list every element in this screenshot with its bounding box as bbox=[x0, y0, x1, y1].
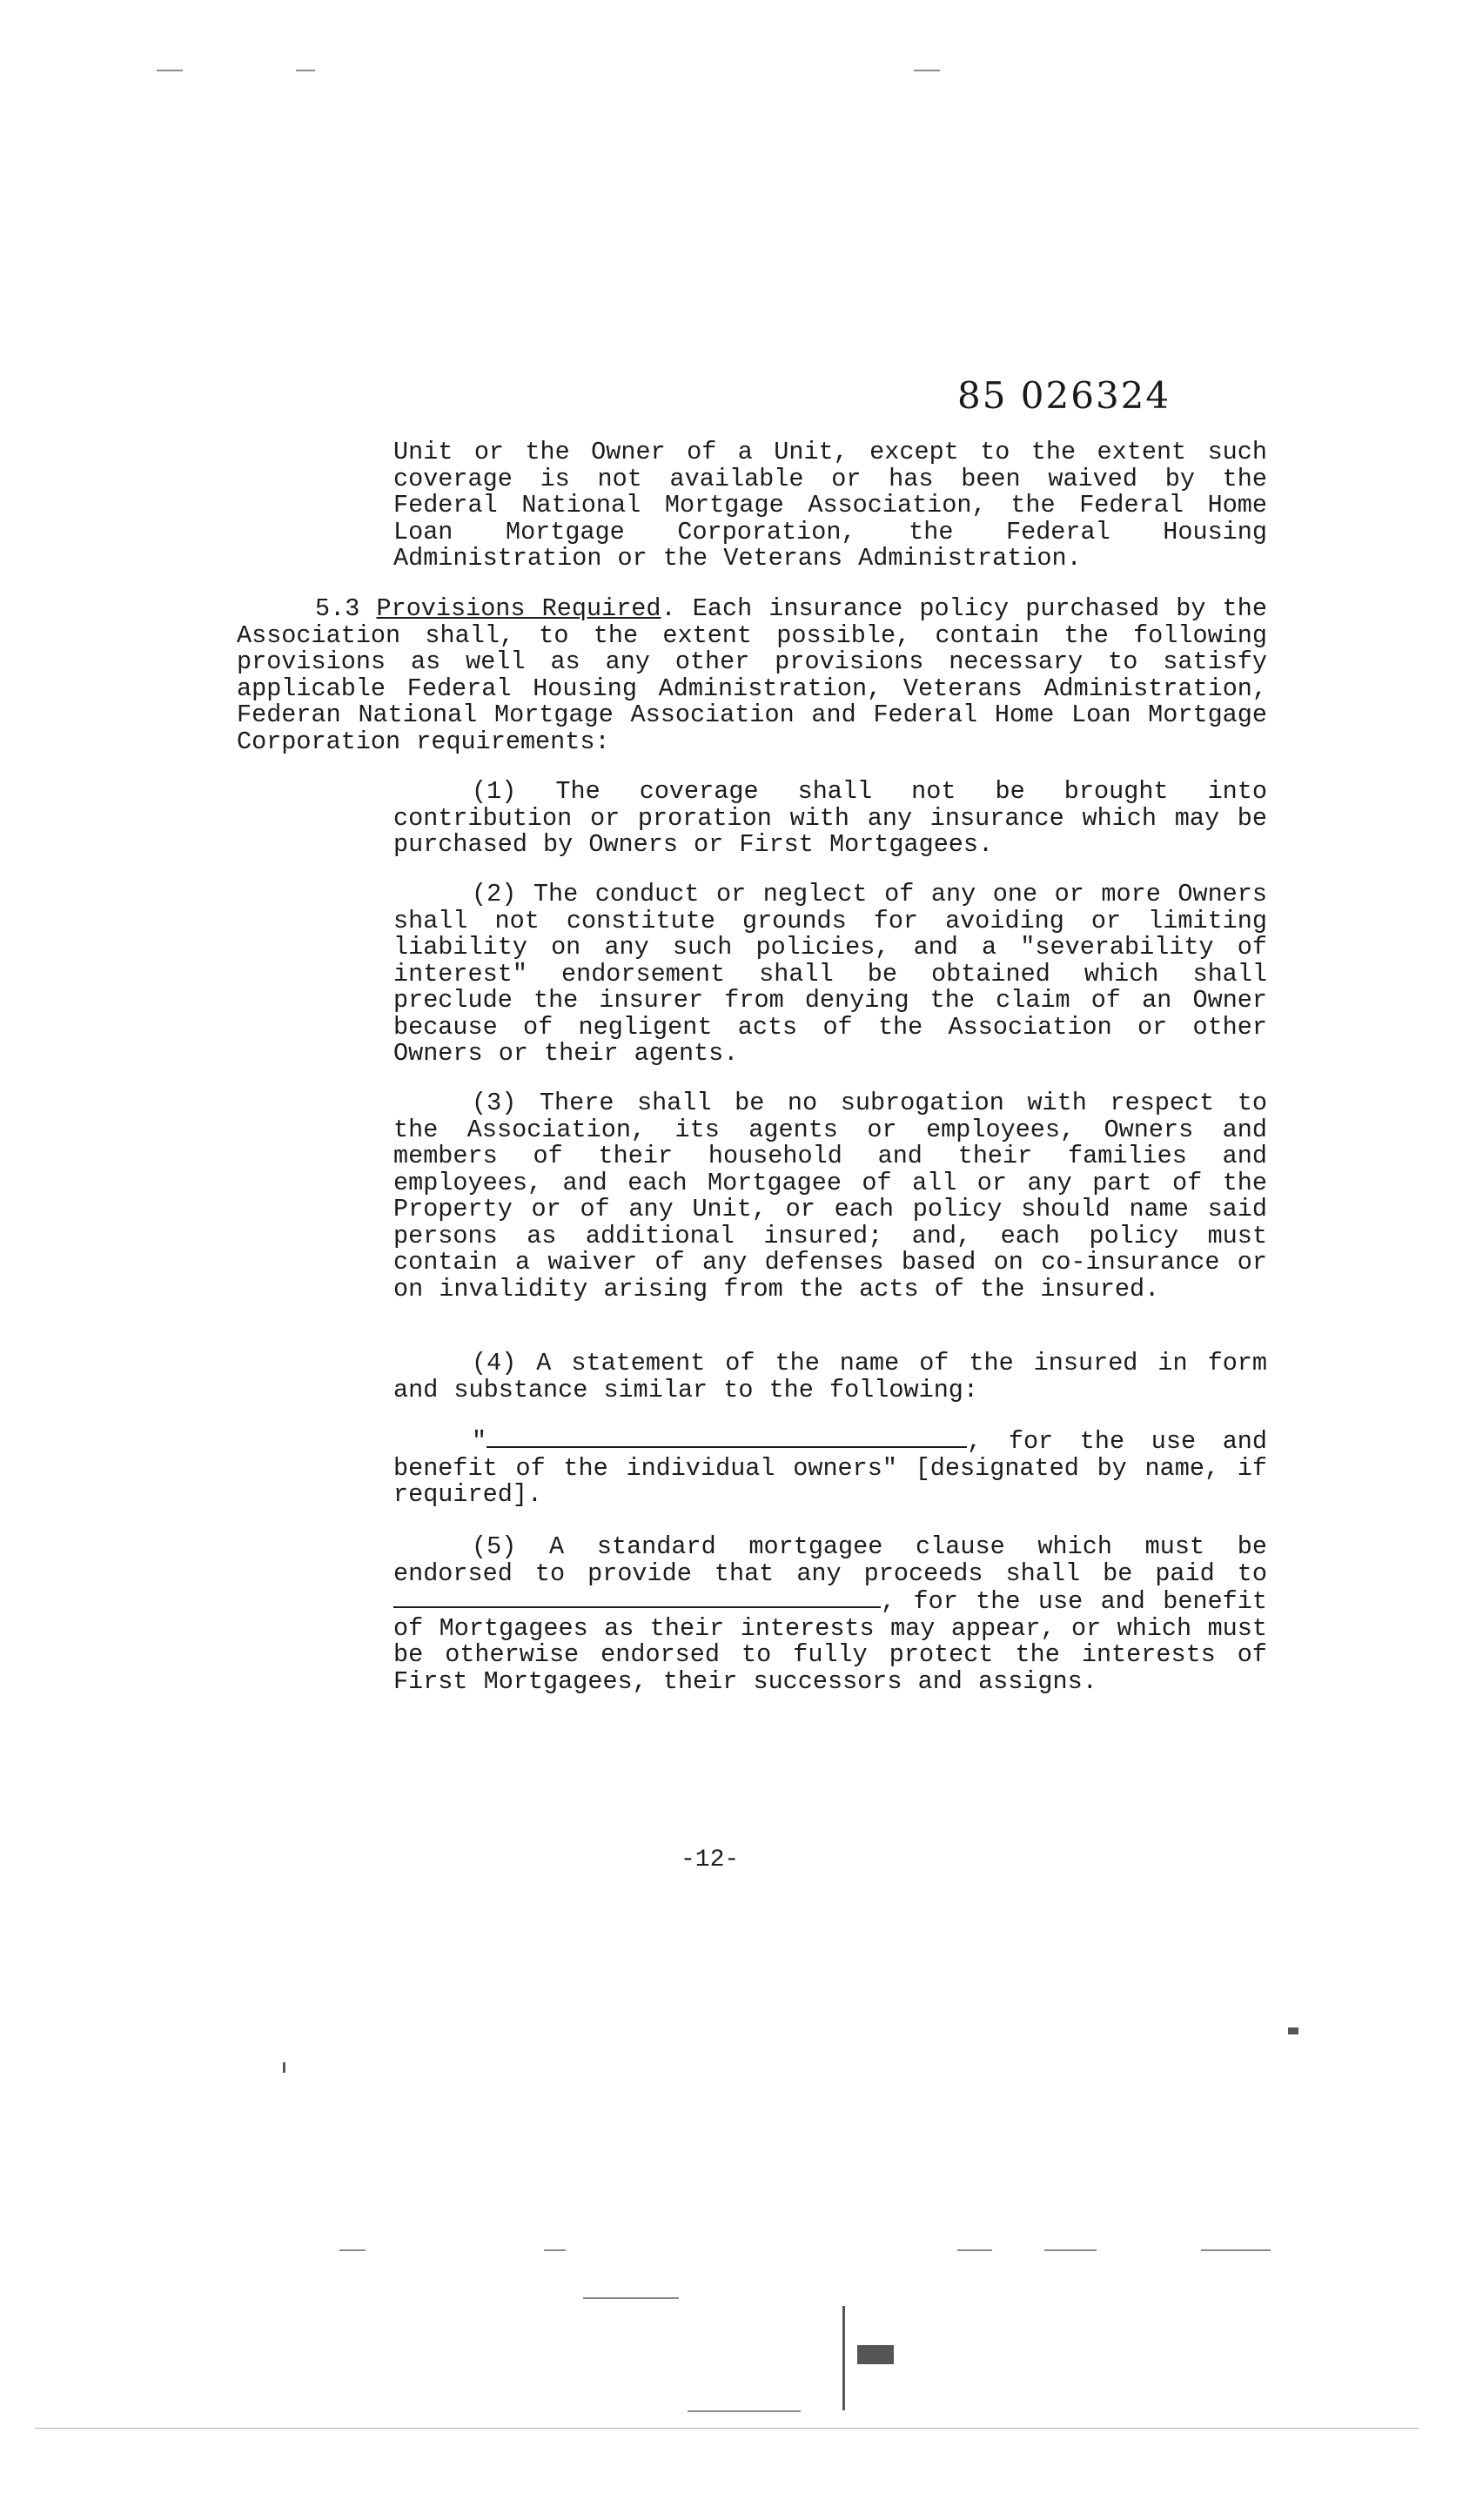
payee-blank bbox=[393, 1587, 881, 1608]
item-5-start: (5) A standard mortgagee clause which must be endorsed to provide that any proceeds shall be paid to bbox=[393, 1532, 1267, 1588]
scan-artifact bbox=[583, 2297, 679, 2299]
scan-artifact bbox=[296, 70, 315, 71]
item-1: (1) The coverage shall not be brought into contribution or proration with any insurance which may be purchased by Owners or First Mortgagees. bbox=[393, 777, 1267, 859]
item-4-quote bbox=[393, 1427, 1267, 1509]
item-5-rest: , for the use and benefit of Mortgagees as their interests may appear, or which must be otherwise endorsed to fully protect the interests of First Mortgagees, their successors and assigns. bbox=[393, 1587, 1267, 1696]
section-5-3 bbox=[237, 596, 1267, 755]
scan-artifact bbox=[1201, 2249, 1271, 2251]
item-2: (2) The conduct or neglect of any one or more Owners shall not constitute grounds for avoiding or limiting liability on any such policies, and a "severability of interest" endorsement shall be obtained which shall preclude the insurer from denying the claim of an Owner because of negligent acts of the Association or other Owners or their agents. bbox=[393, 880, 1267, 1068]
quote-rest: , for the use and benefit of the individual owners" [designated by name, if required]. bbox=[393, 1427, 1267, 1509]
page-number: -12- bbox=[681, 1846, 740, 1873]
scan-artifact bbox=[957, 2249, 992, 2251]
item-5 bbox=[393, 1534, 1267, 1695]
scan-artifact bbox=[283, 2062, 285, 2073]
scan-artifact bbox=[688, 2410, 801, 2412]
item-3: (3) There shall be no subrogation with respect to the Association, its agents or employees, Owners and members of their household and their families and employees, and each Mortgagee of all or any part of the Property or of any Unit, or each policy should name said persons as additional insured; and, each policy must contain a waiver of any defenses based on co-insurance or on invalidity arising from the acts of the insured. bbox=[393, 1089, 1267, 1304]
scan-artifact bbox=[914, 70, 940, 71]
scan-artifact bbox=[157, 70, 183, 71]
scan-artifact bbox=[1044, 2249, 1097, 2251]
scan-artifact bbox=[339, 2249, 366, 2251]
scan-artifact bbox=[842, 2306, 845, 2410]
section-number: 5.3 bbox=[315, 594, 360, 623]
scan-artifact bbox=[35, 2428, 1419, 2429]
continuation-paragraph: Unit or the Owner of a Unit, except to the extent such coverage is not available or has been waived by the Federal National Mortgage Association, the Federal Home Loan Mortgage Corporation, the Federal Housing Administration or the Veterans Administration. bbox=[393, 438, 1267, 573]
section-body: . Each insurance policy purchased by the Association shall, to the extent possible, contain the following provisions as well as any other provisions necessary to satisfy applicable Federal Housing Administration, Veterans Administration, Federan National Mortgage Association and Federal Home Loan Mortgage Corporation requirements: bbox=[237, 594, 1267, 756]
scan-artifact bbox=[1288, 2027, 1298, 2034]
quote-open: " bbox=[472, 1427, 487, 1456]
scan-artifact bbox=[857, 2345, 894, 2364]
section-heading: Provisions Required bbox=[376, 594, 661, 623]
recording-number: 85 026324 bbox=[957, 374, 1171, 417]
insured-name-blank bbox=[486, 1427, 967, 1448]
scan-artifact bbox=[544, 2249, 566, 2251]
item-4: (4) A statement of the name of the insured in form and substance similar to the following: bbox=[393, 1349, 1267, 1404]
